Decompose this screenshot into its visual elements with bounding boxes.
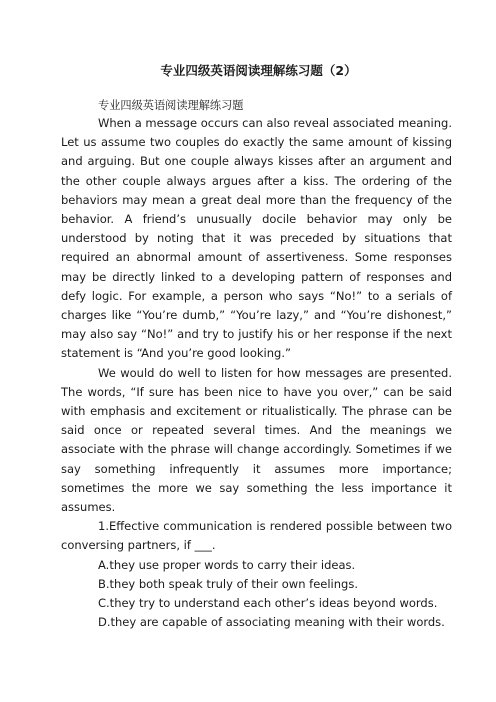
question-1 bbox=[61, 517, 452, 632]
option-b: B.they both speak truly of their own feelings. bbox=[98, 576, 358, 591]
document-title: 专业四级英语阅读理解练习题（2） bbox=[160, 63, 357, 78]
passage-paragraph-1: When a message occurs can also reveal associated meaning. Let us assume two couples do exactly the same amount of kissing and arguing. But one couple always kisses after an argument and the other couple always argues after a kiss. The ordering of the behaviors may mean a great deal more than the frequency of the behavior. A friend’s unusually docile behavior may only be understood by noting that it was preceded by situations that required an abnormal amount of assertiveness. Some responses may be directly linked to a developing pattern of responses and defy logic. For example, a person who says “No!” to a serials of charges like “You’re dumb,” “You’re lazy,” and “You’re dishonest,” may also say “No!” and try to justify his or her response if the next statement is “And you’re good looking.” bbox=[61, 116, 452, 361]
option-a: A.they use proper words to carry their ideas. bbox=[98, 557, 356, 572]
option-d: D.they are capable of associating meaning with their words. bbox=[98, 615, 445, 630]
document-subtitle: 专业四级英语阅读理解练习题 bbox=[98, 99, 244, 112]
question-stem: 1.Effective communication is rendered possible between two conversing partners, if ___. bbox=[61, 519, 452, 553]
passage-paragraph-2: We would do well to listen for how messages are presented. The words, “If sure has been nice to have you over,” can be said with emphasis and excitement or ritualistically. The phrase can be said once or repeated several times. And the meanings we associate with the phrase will change accordingly. Sometimes if we say something infrequently it assumes more importance; sometimes the more we say something the less importance it assumes. bbox=[61, 365, 452, 515]
option-c: C.they try to understand each other’s ideas beyond words. bbox=[98, 596, 438, 611]
